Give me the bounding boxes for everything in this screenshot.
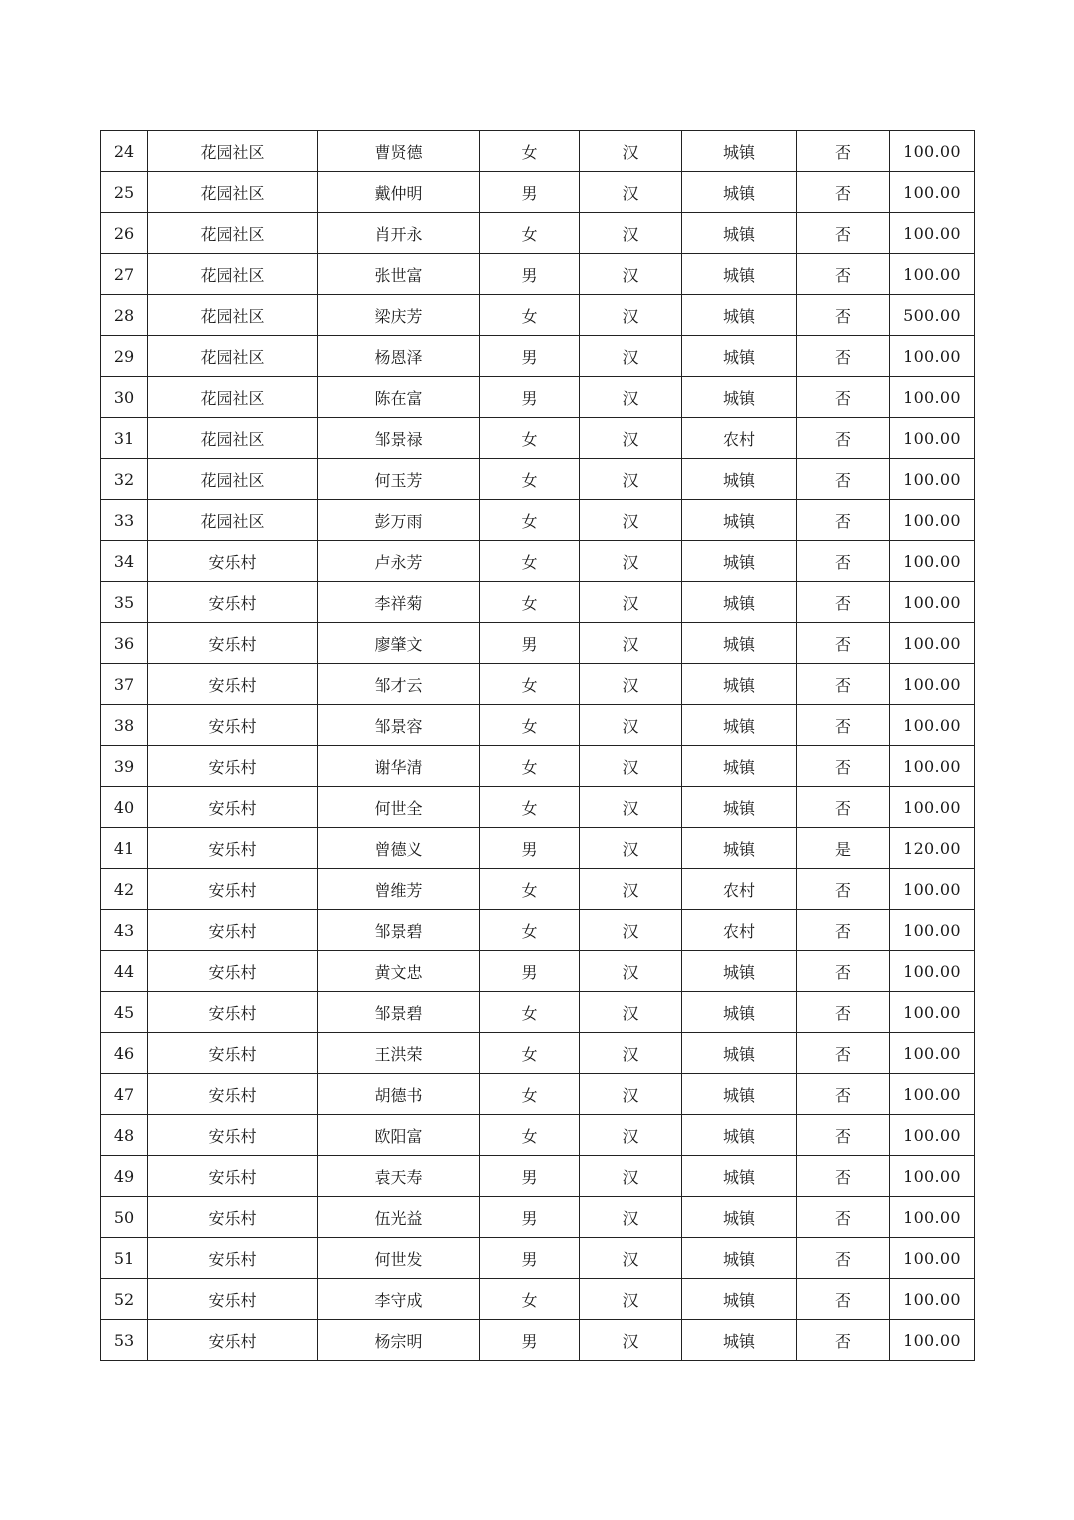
community-cell: 安乐村 — [148, 869, 318, 910]
gender-cell: 女 — [480, 1115, 580, 1156]
row-number-cell: 34 — [101, 541, 148, 582]
table-row — [101, 828, 975, 869]
ethnicity-cell: 汉 — [580, 746, 682, 787]
row-number-cell: 25 — [101, 172, 148, 213]
gender-cell: 男 — [480, 828, 580, 869]
gender-cell: 女 — [480, 787, 580, 828]
gender-cell: 男 — [480, 1156, 580, 1197]
amount-cell: 100.00 — [890, 254, 975, 295]
amount-cell: 100.00 — [890, 336, 975, 377]
table-row — [101, 787, 975, 828]
residence-type-cell: 城镇 — [682, 172, 797, 213]
community-cell: 安乐村 — [148, 951, 318, 992]
flag-cell: 否 — [797, 172, 890, 213]
table-row — [101, 1238, 975, 1279]
table-row — [101, 1197, 975, 1238]
community-cell: 安乐村 — [148, 992, 318, 1033]
name-cell: 欧阳富 — [318, 1115, 480, 1156]
ethnicity-cell: 汉 — [580, 910, 682, 951]
amount-cell: 100.00 — [890, 910, 975, 951]
ethnicity-cell: 汉 — [580, 664, 682, 705]
gender-cell: 男 — [480, 336, 580, 377]
ethnicity-cell: 汉 — [580, 1115, 682, 1156]
residence-type-cell: 城镇 — [682, 336, 797, 377]
amount-cell: 100.00 — [890, 377, 975, 418]
flag-cell: 否 — [797, 500, 890, 541]
amount-cell: 100.00 — [890, 541, 975, 582]
row-number-cell: 51 — [101, 1238, 148, 1279]
gender-cell: 男 — [480, 623, 580, 664]
row-number-cell: 30 — [101, 377, 148, 418]
name-cell: 卢永芳 — [318, 541, 480, 582]
flag-cell: 否 — [797, 1279, 890, 1320]
ethnicity-cell: 汉 — [580, 1238, 682, 1279]
flag-cell: 否 — [797, 623, 890, 664]
residence-type-cell: 城镇 — [682, 787, 797, 828]
flag-cell: 否 — [797, 1115, 890, 1156]
flag-cell: 否 — [797, 213, 890, 254]
row-number-cell: 52 — [101, 1279, 148, 1320]
table-row — [101, 418, 975, 459]
table-row — [101, 582, 975, 623]
ethnicity-cell: 汉 — [580, 131, 682, 172]
gender-cell: 女 — [480, 1074, 580, 1115]
table-row — [101, 1115, 975, 1156]
flag-cell: 否 — [797, 418, 890, 459]
ethnicity-cell: 汉 — [580, 418, 682, 459]
table-row — [101, 623, 975, 664]
table-row — [101, 1156, 975, 1197]
residence-type-cell: 农村 — [682, 910, 797, 951]
amount-cell: 100.00 — [890, 992, 975, 1033]
ethnicity-cell: 汉 — [580, 336, 682, 377]
amount-cell: 100.00 — [890, 1074, 975, 1115]
row-number-cell: 31 — [101, 418, 148, 459]
ethnicity-cell: 汉 — [580, 541, 682, 582]
amount-cell: 100.00 — [890, 951, 975, 992]
amount-cell: 100.00 — [890, 1197, 975, 1238]
flag-cell: 否 — [797, 336, 890, 377]
ethnicity-cell: 汉 — [580, 377, 682, 418]
row-number-cell: 35 — [101, 582, 148, 623]
ethnicity-cell: 汉 — [580, 705, 682, 746]
table-row — [101, 869, 975, 910]
community-cell: 安乐村 — [148, 1197, 318, 1238]
gender-cell: 女 — [480, 131, 580, 172]
row-number-cell: 40 — [101, 787, 148, 828]
amount-cell: 100.00 — [890, 582, 975, 623]
flag-cell: 否 — [797, 131, 890, 172]
row-number-cell: 37 — [101, 664, 148, 705]
amount-cell: 100.00 — [890, 746, 975, 787]
gender-cell: 男 — [480, 951, 580, 992]
name-cell: 何世发 — [318, 1238, 480, 1279]
table-row — [101, 295, 975, 336]
residence-type-cell: 城镇 — [682, 746, 797, 787]
gender-cell: 女 — [480, 418, 580, 459]
community-cell: 花园社区 — [148, 459, 318, 500]
community-cell: 安乐村 — [148, 664, 318, 705]
community-cell: 安乐村 — [148, 705, 318, 746]
gender-cell: 女 — [480, 910, 580, 951]
amount-cell: 100.00 — [890, 869, 975, 910]
gender-cell: 女 — [480, 869, 580, 910]
residence-type-cell: 城镇 — [682, 1279, 797, 1320]
community-cell: 安乐村 — [148, 541, 318, 582]
table-row — [101, 1074, 975, 1115]
residence-type-cell: 城镇 — [682, 1238, 797, 1279]
gender-cell: 女 — [480, 459, 580, 500]
residence-type-cell: 农村 — [682, 418, 797, 459]
name-cell: 戴仲明 — [318, 172, 480, 213]
name-cell: 杨宗明 — [318, 1320, 480, 1361]
table-row — [101, 664, 975, 705]
gender-cell: 女 — [480, 746, 580, 787]
table-row — [101, 951, 975, 992]
community-cell: 安乐村 — [148, 1115, 318, 1156]
residence-type-cell: 城镇 — [682, 664, 797, 705]
name-cell: 杨恩泽 — [318, 336, 480, 377]
residence-type-cell: 城镇 — [682, 951, 797, 992]
gender-cell: 女 — [480, 213, 580, 254]
community-cell: 安乐村 — [148, 582, 318, 623]
row-number-cell: 49 — [101, 1156, 148, 1197]
name-cell: 李守成 — [318, 1279, 480, 1320]
ethnicity-cell: 汉 — [580, 828, 682, 869]
gender-cell: 男 — [480, 377, 580, 418]
ethnicity-cell: 汉 — [580, 1033, 682, 1074]
ethnicity-cell: 汉 — [580, 1279, 682, 1320]
flag-cell: 是 — [797, 828, 890, 869]
row-number-cell: 47 — [101, 1074, 148, 1115]
table-row — [101, 500, 975, 541]
gender-cell: 男 — [480, 1238, 580, 1279]
flag-cell: 否 — [797, 951, 890, 992]
table-row — [101, 746, 975, 787]
gender-cell: 女 — [480, 582, 580, 623]
amount-cell: 100.00 — [890, 1156, 975, 1197]
row-number-cell: 45 — [101, 992, 148, 1033]
name-cell: 曾德义 — [318, 828, 480, 869]
table-row — [101, 172, 975, 213]
flag-cell: 否 — [797, 746, 890, 787]
table-row — [101, 1279, 975, 1320]
ethnicity-cell: 汉 — [580, 172, 682, 213]
flag-cell: 否 — [797, 459, 890, 500]
row-number-cell: 50 — [101, 1197, 148, 1238]
name-cell: 李祥菊 — [318, 582, 480, 623]
amount-cell: 100.00 — [890, 1279, 975, 1320]
table-row — [101, 992, 975, 1033]
name-cell: 邹才云 — [318, 664, 480, 705]
row-number-cell: 43 — [101, 910, 148, 951]
ethnicity-cell: 汉 — [580, 1156, 682, 1197]
amount-cell: 100.00 — [890, 664, 975, 705]
ethnicity-cell: 汉 — [580, 951, 682, 992]
roster-table — [100, 130, 975, 1361]
name-cell: 梁庆芳 — [318, 295, 480, 336]
gender-cell: 女 — [480, 1279, 580, 1320]
residence-type-cell: 城镇 — [682, 705, 797, 746]
table-row — [101, 910, 975, 951]
row-number-cell: 41 — [101, 828, 148, 869]
residence-type-cell: 城镇 — [682, 1033, 797, 1074]
community-cell: 安乐村 — [148, 1238, 318, 1279]
residence-type-cell: 城镇 — [682, 131, 797, 172]
amount-cell: 100.00 — [890, 1320, 975, 1361]
ethnicity-cell: 汉 — [580, 295, 682, 336]
gender-cell: 女 — [480, 500, 580, 541]
community-cell: 花园社区 — [148, 254, 318, 295]
community-cell: 安乐村 — [148, 910, 318, 951]
residence-type-cell: 城镇 — [682, 1197, 797, 1238]
name-cell: 谢华清 — [318, 746, 480, 787]
ethnicity-cell: 汉 — [580, 1074, 682, 1115]
row-number-cell: 32 — [101, 459, 148, 500]
flag-cell: 否 — [797, 295, 890, 336]
flag-cell: 否 — [797, 787, 890, 828]
ethnicity-cell: 汉 — [580, 992, 682, 1033]
name-cell: 陈在富 — [318, 377, 480, 418]
ethnicity-cell: 汉 — [580, 213, 682, 254]
row-number-cell: 24 — [101, 131, 148, 172]
amount-cell: 100.00 — [890, 1115, 975, 1156]
residence-type-cell: 城镇 — [682, 254, 797, 295]
name-cell: 邹景碧 — [318, 910, 480, 951]
flag-cell: 否 — [797, 254, 890, 295]
flag-cell: 否 — [797, 869, 890, 910]
name-cell: 曹贤德 — [318, 131, 480, 172]
gender-cell: 女 — [480, 705, 580, 746]
row-number-cell: 53 — [101, 1320, 148, 1361]
residence-type-cell: 城镇 — [682, 1156, 797, 1197]
name-cell: 何玉芳 — [318, 459, 480, 500]
amount-cell: 100.00 — [890, 787, 975, 828]
table-row — [101, 541, 975, 582]
name-cell: 廖肇文 — [318, 623, 480, 664]
name-cell: 肖开永 — [318, 213, 480, 254]
community-cell: 花园社区 — [148, 213, 318, 254]
amount-cell: 100.00 — [890, 418, 975, 459]
row-number-cell: 28 — [101, 295, 148, 336]
amount-cell: 100.00 — [890, 623, 975, 664]
amount-cell: 100.00 — [890, 1033, 975, 1074]
flag-cell: 否 — [797, 541, 890, 582]
residence-type-cell: 城镇 — [682, 582, 797, 623]
table-row — [101, 131, 975, 172]
table-row — [101, 213, 975, 254]
community-cell: 花园社区 — [148, 172, 318, 213]
amount-cell: 100.00 — [890, 131, 975, 172]
name-cell: 黄文忠 — [318, 951, 480, 992]
flag-cell: 否 — [797, 1156, 890, 1197]
flag-cell: 否 — [797, 664, 890, 705]
name-cell: 王洪荣 — [318, 1033, 480, 1074]
table-row — [101, 705, 975, 746]
community-cell: 花园社区 — [148, 377, 318, 418]
gender-cell: 男 — [480, 172, 580, 213]
community-cell: 安乐村 — [148, 623, 318, 664]
gender-cell: 女 — [480, 541, 580, 582]
flag-cell: 否 — [797, 1074, 890, 1115]
community-cell: 花园社区 — [148, 336, 318, 377]
flag-cell: 否 — [797, 705, 890, 746]
community-cell: 花园社区 — [148, 295, 318, 336]
row-number-cell: 38 — [101, 705, 148, 746]
table-row — [101, 1033, 975, 1074]
table-row — [101, 377, 975, 418]
residence-type-cell: 城镇 — [682, 1115, 797, 1156]
name-cell: 邹景碧 — [318, 992, 480, 1033]
ethnicity-cell: 汉 — [580, 582, 682, 623]
row-number-cell: 33 — [101, 500, 148, 541]
residence-type-cell: 城镇 — [682, 295, 797, 336]
amount-cell: 100.00 — [890, 213, 975, 254]
name-cell: 张世富 — [318, 254, 480, 295]
residence-type-cell: 城镇 — [682, 1074, 797, 1115]
community-cell: 花园社区 — [148, 418, 318, 459]
ethnicity-cell: 汉 — [580, 1197, 682, 1238]
residence-type-cell: 城镇 — [682, 213, 797, 254]
residence-type-cell: 城镇 — [682, 828, 797, 869]
residence-type-cell: 城镇 — [682, 623, 797, 664]
table-row — [101, 1320, 975, 1361]
amount-cell: 100.00 — [890, 500, 975, 541]
name-cell: 伍光益 — [318, 1197, 480, 1238]
ethnicity-cell: 汉 — [580, 787, 682, 828]
community-cell: 安乐村 — [148, 1320, 318, 1361]
community-cell: 安乐村 — [148, 746, 318, 787]
flag-cell: 否 — [797, 1238, 890, 1279]
amount-cell: 100.00 — [890, 459, 975, 500]
residence-type-cell: 城镇 — [682, 459, 797, 500]
name-cell: 何世全 — [318, 787, 480, 828]
ethnicity-cell: 汉 — [580, 623, 682, 664]
row-number-cell: 39 — [101, 746, 148, 787]
flag-cell: 否 — [797, 910, 890, 951]
residence-type-cell: 城镇 — [682, 500, 797, 541]
table-row — [101, 459, 975, 500]
flag-cell: 否 — [797, 377, 890, 418]
flag-cell: 否 — [797, 1197, 890, 1238]
amount-cell: 100.00 — [890, 172, 975, 213]
amount-cell: 500.00 — [890, 295, 975, 336]
flag-cell: 否 — [797, 992, 890, 1033]
row-number-cell: 26 — [101, 213, 148, 254]
roster-body — [101, 131, 975, 1361]
row-number-cell: 42 — [101, 869, 148, 910]
community-cell: 安乐村 — [148, 1156, 318, 1197]
gender-cell: 男 — [480, 1320, 580, 1361]
name-cell: 彭万雨 — [318, 500, 480, 541]
name-cell: 曾维芳 — [318, 869, 480, 910]
community-cell: 安乐村 — [148, 1074, 318, 1115]
gender-cell: 男 — [480, 254, 580, 295]
amount-cell: 100.00 — [890, 705, 975, 746]
flag-cell: 否 — [797, 1320, 890, 1361]
community-cell: 安乐村 — [148, 1279, 318, 1320]
gender-cell: 女 — [480, 295, 580, 336]
ethnicity-cell: 汉 — [580, 459, 682, 500]
row-number-cell: 44 — [101, 951, 148, 992]
row-number-cell: 27 — [101, 254, 148, 295]
community-cell: 安乐村 — [148, 787, 318, 828]
row-number-cell: 48 — [101, 1115, 148, 1156]
row-number-cell: 46 — [101, 1033, 148, 1074]
residence-type-cell: 城镇 — [682, 992, 797, 1033]
table-row — [101, 254, 975, 295]
community-cell: 安乐村 — [148, 828, 318, 869]
ethnicity-cell: 汉 — [580, 869, 682, 910]
gender-cell: 女 — [480, 992, 580, 1033]
name-cell: 胡德书 — [318, 1074, 480, 1115]
row-number-cell: 29 — [101, 336, 148, 377]
residence-type-cell: 农村 — [682, 869, 797, 910]
ethnicity-cell: 汉 — [580, 254, 682, 295]
row-number-cell: 36 — [101, 623, 148, 664]
name-cell: 袁天寿 — [318, 1156, 480, 1197]
gender-cell: 男 — [480, 1197, 580, 1238]
document-page — [100, 130, 975, 1361]
residence-type-cell: 城镇 — [682, 1320, 797, 1361]
name-cell: 邹景禄 — [318, 418, 480, 459]
community-cell: 安乐村 — [148, 1033, 318, 1074]
ethnicity-cell: 汉 — [580, 500, 682, 541]
flag-cell: 否 — [797, 1033, 890, 1074]
flag-cell: 否 — [797, 582, 890, 623]
residence-type-cell: 城镇 — [682, 377, 797, 418]
gender-cell: 女 — [480, 1033, 580, 1074]
name-cell: 邹景容 — [318, 705, 480, 746]
community-cell: 花园社区 — [148, 131, 318, 172]
amount-cell: 120.00 — [890, 828, 975, 869]
community-cell: 花园社区 — [148, 500, 318, 541]
residence-type-cell: 城镇 — [682, 541, 797, 582]
table-row — [101, 336, 975, 377]
ethnicity-cell: 汉 — [580, 1320, 682, 1361]
amount-cell: 100.00 — [890, 1238, 975, 1279]
gender-cell: 女 — [480, 664, 580, 705]
